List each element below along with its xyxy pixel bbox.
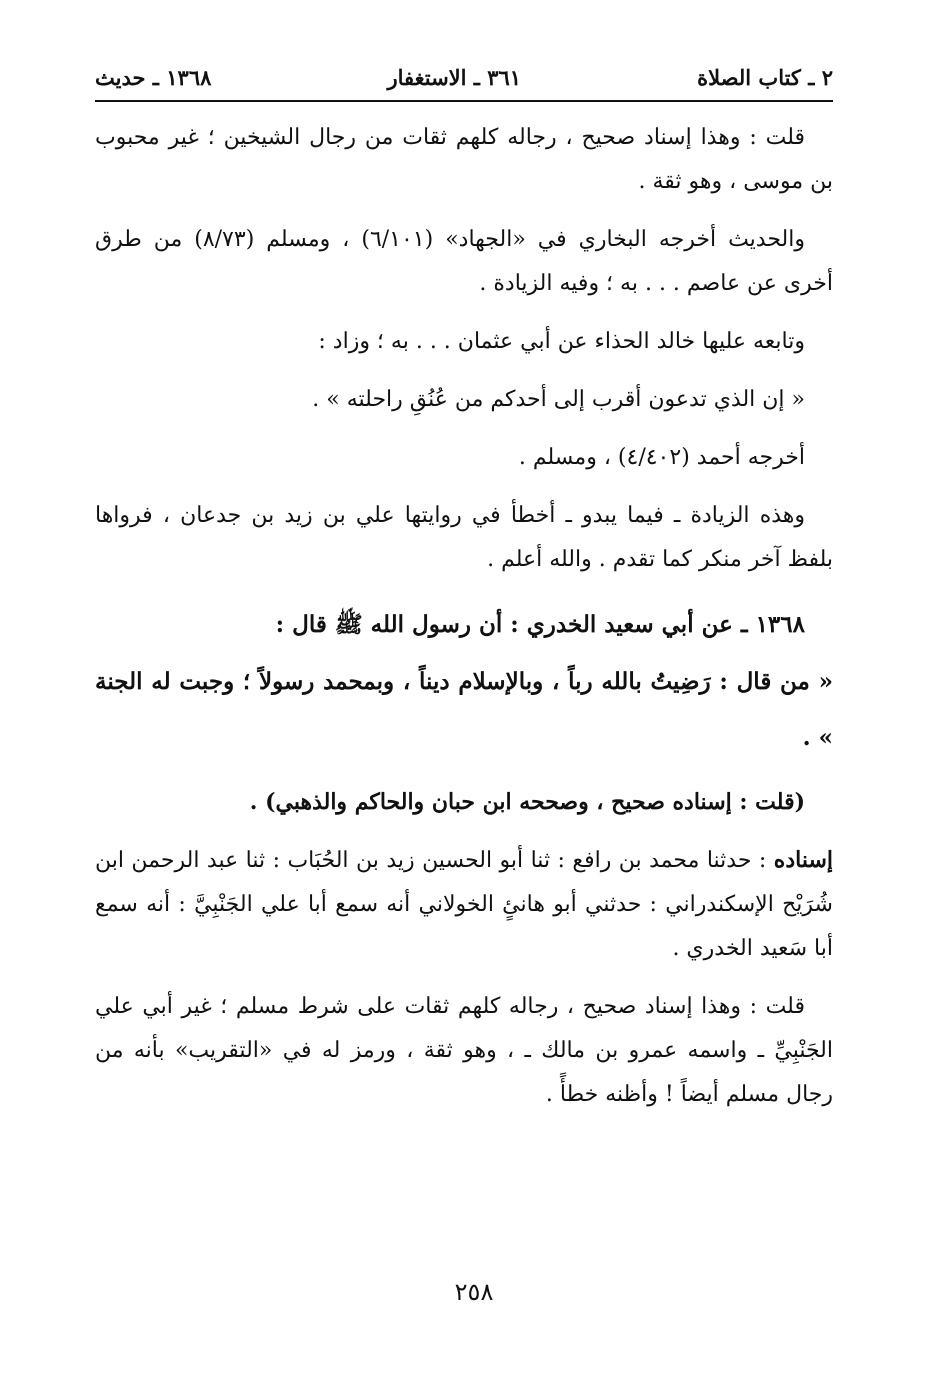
paragraph-takhrij: والحديث أخرجه البخاري في «الجهاد» (٦/١٠١) ، ومسلم (٨/٧٣) من طرق أخرى عن عاصم . . . به ؛ وفيه الزيادة . [95,227,833,296]
paragraph-closing-note: قلت : وهذا إسناد صحيح ، رجاله كلهم ثقات على شرط مسلم ؛ غير أبي علي الجَنْبِيِّ ـ واسمه عمرو بن مالك ـ ، وهو ثقة ، ورمز له في «التقريب» بأنه من رجال مسلم أيضاً ! وأظنه خطأً . [95,994,833,1107]
paragraph-mutabaa: وتابعه عليها خالد الحذاء عن أبي عثمان . . . به ؛ وزاد : [318,329,805,354]
paragraph-narrators-note: قلت : وهذا إسناد صحيح ، رجاله كلهم ثقات من رجال الشيخين ؛ غير محبوب بن موسى ، وهو ثقة . [95,125,833,194]
book-page [95,60,833,1131]
page-number: ٢٥٨ [454,1278,494,1306]
isnad-label: إسناده [773,847,834,873]
paragraph-addition-quote: « إن الذي تدعون أقرب إلى أحدكم من عُنُقِ راحلته » . [312,387,805,412]
header-hadith-number: ١٣٦٨ ـ حديث [95,65,212,90]
header-chapter: ٢ ـ كتاب الصلاة [697,65,833,90]
paragraph-ahmad-source: أخرجه أحمد (٤/٤٠٢) ، ومسلم . [518,445,805,470]
running-header [95,60,833,96]
hadith-grading: (قلت : إسناده صحيح ، وصححه ابن حبان والحاكم والذهبي) . [249,789,805,815]
hadith-text: « من قال : رَضِيتُ بالله رباً ، وبالإسلام ديناً ، وبمحمد رسولاً ؛ وجبت له الجنة » . [95,668,833,751]
header-section: ٣٦١ ـ الاستغفار [387,65,522,90]
hadith-heading: ١٣٦٨ ـ عن أبي سعيد الخدري : أن رسول الله ﷺ قال : [275,611,805,638]
header-divider [95,100,833,102]
paragraph-addition-comment: وهذه الزيادة ـ فيما يبدو ـ أخطأ في روايتها علي بن زيد بن جدعان ، فرواها بلفظ آخر منكر كما تقدم . والله أعلم . [95,503,833,572]
isnad-paragraph [95,838,833,971]
isnad-text: : حدثنا محمد بن رافع : ثنا أبو الحسين زيد بن الحُبَاب : ثنا عبد الرحمن ابن شُرَيْح الإسكندراني : حدثني أبو هانئٍ الخولاني أنه سمع أبا علي الجَنْبِيَّ : أنه سمع أبا سَعيد الخدري . [95,848,833,961]
